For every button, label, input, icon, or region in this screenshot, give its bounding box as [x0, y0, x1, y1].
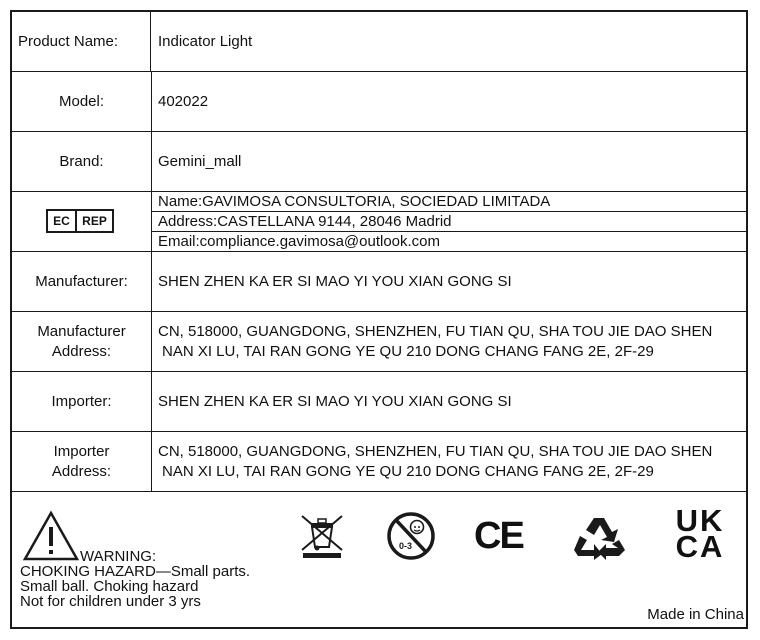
age-restriction-icon	[384, 512, 438, 560]
warning-line-choking: CHOKING HAZARD—Small parts.	[20, 563, 251, 580]
model-text: 402022	[158, 92, 209, 110]
product-name-value	[158, 12, 748, 71]
model-label: Model:	[12, 72, 152, 131]
product-name-label: Product Name:	[12, 12, 151, 71]
ukca-mark	[668, 503, 732, 564]
model-value	[158, 72, 748, 131]
ec-rep-badge	[46, 209, 114, 233]
importer-row	[12, 372, 748, 432]
product-name-row	[12, 12, 748, 72]
importer-address-row	[12, 432, 748, 492]
warning-line-small-ball: Small ball. Choking hazard	[20, 578, 199, 595]
manufacturer-address-label-line1: Manufacturer	[37, 322, 126, 340]
manufacturer-address-label	[12, 312, 152, 371]
ec-rep-address: Address:CASTELLANA 9144, 28046 Madrid	[152, 212, 748, 232]
weee-bin-icon	[298, 512, 346, 560]
brand-value	[158, 132, 748, 191]
brand-text: Gemini_mall	[158, 152, 242, 170]
ukca-mark-bottom: CA	[675, 529, 725, 564]
manufacturer-address-label-line2: Address:	[51, 342, 112, 360]
manufacturer-address-value	[158, 312, 748, 371]
manufacturer-text: SHEN ZHEN KA ER SI MAO YI YOU XIAN GONG SI	[158, 272, 512, 290]
manufacturer-row	[12, 252, 748, 312]
ec-rep-name: Name:GAVIMOSA CONSULTORIA, SOCIEDAD LIMITADA	[152, 192, 748, 212]
ec-badge-part: EC	[46, 209, 77, 233]
importer-address-line1: CN, 518000, GUANGDONG, SHENZHEN, FU TIAN QU, SHA TOU JIE DAO SHEN	[158, 442, 713, 460]
importer-value	[158, 372, 748, 431]
ce-mark: CE	[474, 515, 523, 557]
brand-row	[12, 132, 748, 192]
manufacturer-value	[158, 252, 748, 311]
importer-address-label-line1: Importer	[53, 442, 110, 460]
warning-heading: WARNING:	[80, 548, 157, 565]
brand-label: Brand:	[12, 132, 152, 191]
manufacturer-label: Manufacturer:	[12, 252, 152, 311]
manufacturer-address-row	[12, 312, 748, 372]
importer-label: Importer:	[12, 372, 152, 431]
manufacturer-address-line2: NAN XI LU, TAI RAN GONG YE QU 210 DONG CHANG FANG 2E, 2F-29	[162, 342, 654, 360]
age-icon-label: 0-3	[399, 541, 413, 551]
ec-rep-email: Email:compliance.gavimosa@outlook.com	[158, 233, 441, 250]
symbols-area	[12, 492, 748, 629]
warning-line-age: Not for children under 3 yrs	[20, 593, 201, 610]
recycle-icon	[572, 514, 626, 560]
importer-address-label	[12, 432, 152, 491]
product-name-text: Indicator Light	[158, 32, 253, 50]
importer-address-label-line2: Address:	[51, 462, 112, 480]
model-row	[12, 72, 748, 132]
importer-address-value	[158, 432, 748, 491]
warning-text	[20, 549, 250, 609]
ec-rep-row	[12, 192, 748, 252]
label-frame	[10, 10, 748, 629]
made-in-china: Made in China	[647, 606, 744, 623]
importer-text: SHEN ZHEN KA ER SI MAO YI YOU XIAN GONG SI	[158, 392, 512, 410]
ec-rep-label-cell	[12, 192, 152, 251]
importer-address-line2: NAN XI LU, TAI RAN GONG YE QU 210 DONG CHANG FANG 2E, 2F-29	[162, 462, 654, 480]
ukca-mark-top: UK	[675, 503, 725, 538]
manufacturer-address-line1: CN, 518000, GUANGDONG, SHENZHEN, FU TIAN QU, SHA TOU JIE DAO SHEN	[158, 322, 713, 340]
rep-badge-part: REP	[77, 209, 114, 233]
